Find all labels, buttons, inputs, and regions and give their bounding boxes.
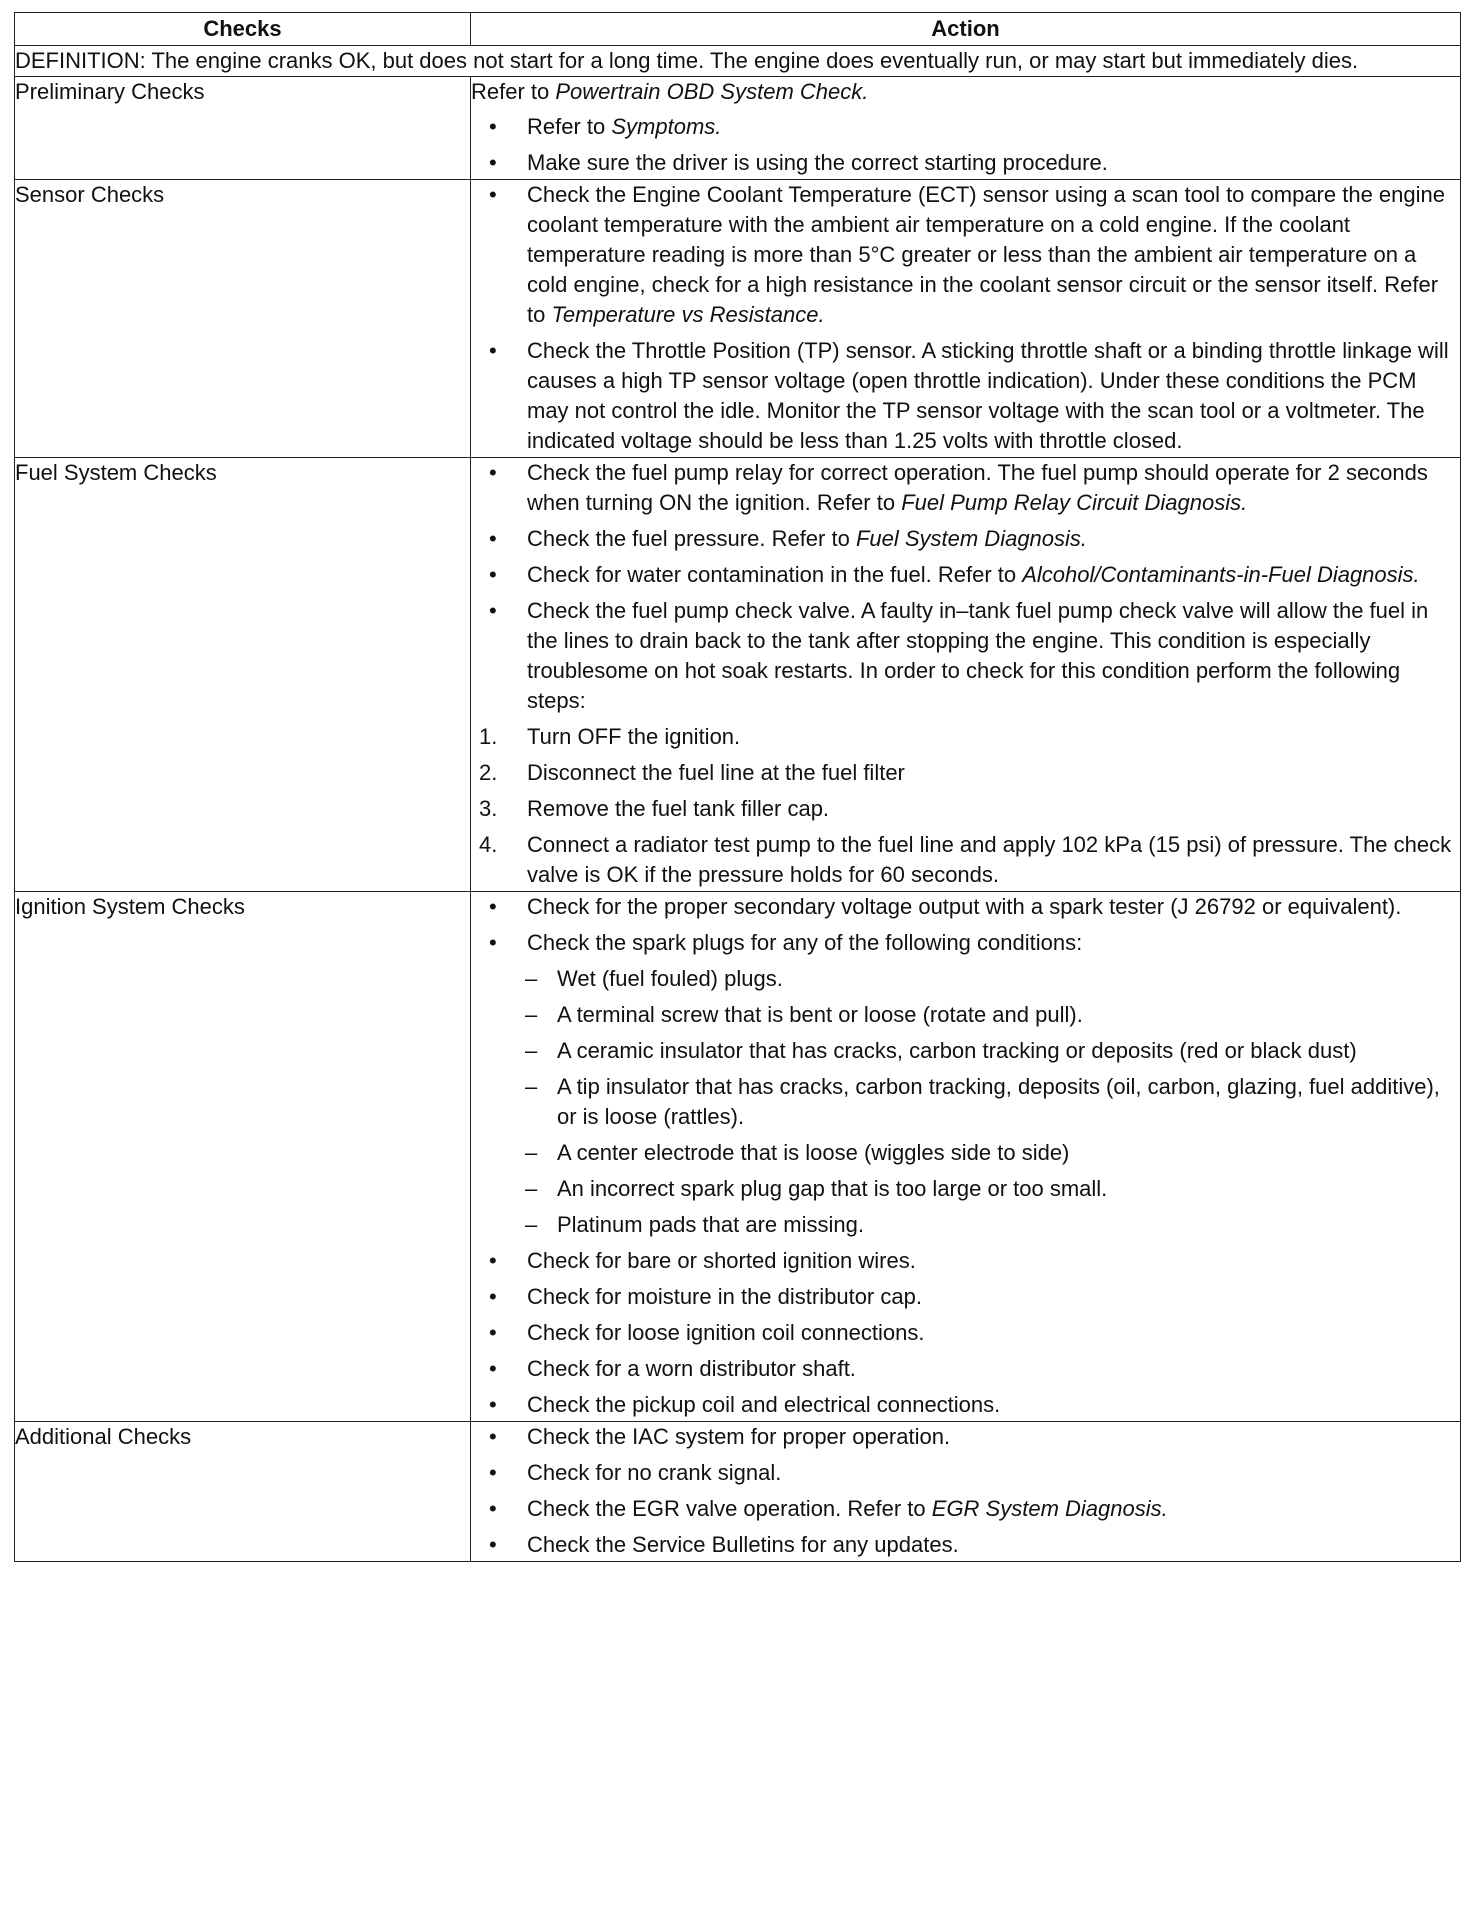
action-item-text: A ceramic insulator that has cracks, carbon tracking or deposits (red or black dust) xyxy=(557,1038,1357,1063)
step-number: 2. xyxy=(479,760,498,785)
action-item-text: A terminal screw that is bent or loose (rotate and pull). xyxy=(557,1002,1083,1027)
action-item xyxy=(471,148,1460,178)
bullet-marker: • xyxy=(489,1356,497,1381)
check-category: Ignition System Checks xyxy=(15,892,471,1422)
action-item-text: Check for bare or shorted ignition wires. xyxy=(527,1248,916,1273)
action-item xyxy=(471,830,1460,890)
bullet-marker: • xyxy=(489,562,497,587)
checks-column-header: Checks xyxy=(15,13,471,46)
reference-link: Symptoms. xyxy=(611,114,722,139)
action-item xyxy=(471,1282,1460,1312)
action-item xyxy=(471,1458,1460,1488)
bullet-marker: • xyxy=(489,338,497,363)
action-item-text: Check for the proper secondary voltage output with a spark tester (J 26792 or equivalent). xyxy=(527,894,1402,919)
header-row xyxy=(15,13,1461,46)
action-item-text: Check for no crank signal. xyxy=(527,1460,782,1485)
bullet-marker: • xyxy=(489,460,497,485)
dash-marker: – xyxy=(525,1176,538,1201)
action-item xyxy=(471,1138,1460,1168)
action-column-header: Action xyxy=(471,13,1461,46)
check-category: Preliminary Checks xyxy=(15,77,471,180)
diagnostic-page xyxy=(14,12,1460,1562)
action-item-text: Disconnect the fuel line at the fuel filter xyxy=(527,760,905,785)
action-item xyxy=(471,112,1460,142)
action-cell xyxy=(471,180,1461,458)
action-item-text: Check the fuel pump relay for correct operation. The fuel pump should operate for 2 seconds when turning ON the ignition. Refer to xyxy=(527,460,1428,515)
reference-link: Temperature vs Resistance. xyxy=(551,302,825,327)
action-item-text: Refer to xyxy=(527,114,612,139)
table-row xyxy=(15,458,1461,892)
check-category: Sensor Checks xyxy=(15,180,471,458)
action-cell xyxy=(471,1422,1461,1562)
action-item-text: Check the Service Bulletins for any updates. xyxy=(527,1532,959,1557)
action-item-text: Connect a radiator test pump to the fuel line and apply 102 kPa (15 psi) of pressure. The check valve is OK if the pressure holds for 60 seconds. xyxy=(527,832,1452,887)
action-cell xyxy=(471,77,1461,180)
bullet-marker: • xyxy=(489,1424,497,1449)
table-row xyxy=(15,77,1461,180)
action-item xyxy=(471,964,1460,994)
action-item-text: Check the Engine Coolant Temperature (ECT) sensor using a scan tool to compare the engine coolant temperature with the ambient air temperature on a cold engine. If the coolant temperature reading is more than 5°C greater or less than the ambient air temperature on a cold engine, check for a high resistance in the coolant sensor circuit or the sensor itself. Refer to xyxy=(527,182,1445,327)
action-list xyxy=(471,458,1460,890)
action-item xyxy=(471,1494,1460,1524)
action-list xyxy=(471,112,1460,178)
action-item-text: Check for moisture in the distributor cap. xyxy=(527,1284,922,1309)
action-item xyxy=(471,1036,1460,1066)
action-item-text: Turn OFF the ignition. xyxy=(527,724,741,749)
bullet-marker: • xyxy=(489,894,497,919)
table-row xyxy=(15,1422,1461,1562)
bullet-marker: • xyxy=(489,1248,497,1273)
check-category: Additional Checks xyxy=(15,1422,471,1562)
bullet-marker: • xyxy=(489,598,497,623)
reference-link: Alcohol/Contaminants-in-Fuel Diagnosis. xyxy=(1022,562,1420,587)
diagnostic-table xyxy=(14,12,1461,1562)
action-item xyxy=(471,722,1460,752)
action-item xyxy=(471,928,1460,958)
action-item-text: Remove the fuel tank filler cap. xyxy=(527,796,830,821)
action-item xyxy=(471,758,1460,788)
bullet-marker: • xyxy=(489,114,497,139)
table-row xyxy=(15,180,1461,458)
bullet-marker: • xyxy=(489,182,497,207)
action-cell xyxy=(471,458,1461,892)
action-item xyxy=(471,1390,1460,1420)
action-item-text: Check the pickup coil and electrical connections. xyxy=(527,1392,1001,1417)
action-list xyxy=(471,892,1460,1420)
action-item xyxy=(471,1210,1460,1240)
reference-link: EGR System Diagnosis. xyxy=(931,1496,1168,1521)
action-item-text: Check the IAC system for proper operation. xyxy=(527,1424,951,1449)
action-item-text: A center electrode that is loose (wiggles side to side) xyxy=(557,1140,1070,1165)
action-item xyxy=(471,1530,1460,1560)
action-cell xyxy=(471,892,1461,1422)
action-item-text: Check the spark plugs for any of the following conditions: xyxy=(527,930,1083,955)
check-category: Fuel System Checks xyxy=(15,458,471,892)
dash-marker: – xyxy=(525,1038,538,1063)
dash-marker: – xyxy=(525,1074,538,1099)
action-item xyxy=(471,1422,1460,1452)
reference-link: Fuel Pump Relay Circuit Diagnosis. xyxy=(901,490,1248,515)
action-item-text: Check the fuel pressure. Refer to xyxy=(527,526,856,551)
bullet-marker: • xyxy=(489,1392,497,1417)
bullet-marker: • xyxy=(489,1320,497,1345)
action-item-text: A tip insulator that has cracks, carbon tracking, deposits (oil, carbon, glazing, fuel additive), or is loose (rattles). xyxy=(557,1074,1440,1129)
action-item xyxy=(471,1354,1460,1384)
bullet-marker: • xyxy=(489,930,497,955)
action-item xyxy=(471,1072,1460,1132)
bullet-marker: • xyxy=(489,150,497,175)
action-item xyxy=(471,1318,1460,1348)
action-list xyxy=(471,180,1460,456)
action-item-text: Make sure the driver is using the correct starting procedure. xyxy=(527,150,1108,175)
step-number: 4. xyxy=(479,832,498,857)
definition-text: DEFINITION: The engine cranks OK, but does not start for a long time. The engine does eventually run, or may start but immediately dies. xyxy=(15,46,1461,77)
action-item-text: Check for loose ignition coil connections. xyxy=(527,1320,925,1345)
action-item xyxy=(471,1174,1460,1204)
action-list xyxy=(471,1422,1460,1560)
action-item-text: An incorrect spark plug gap that is too large or too small. xyxy=(557,1176,1108,1201)
action-item xyxy=(471,524,1460,554)
step-number: 3. xyxy=(479,796,498,821)
reference-link: Powertrain OBD System Check. xyxy=(555,79,869,104)
action-item xyxy=(471,458,1460,518)
action-item-text: Check the fuel pump check valve. A faulty in–tank fuel pump check valve will allow the fuel in the lines to drain back to the tank after stopping the engine. This condition is especially troublesome on hot soak restarts. In order to check for this condition perform the following steps: xyxy=(527,598,1429,713)
definition-row xyxy=(15,46,1461,77)
action-item-text: Check for water contamination in the fuel. Refer to xyxy=(527,562,1023,587)
action-lead xyxy=(471,77,1460,107)
action-item xyxy=(471,180,1460,330)
action-item-text: Check for a worn distributor shaft. xyxy=(527,1356,856,1381)
action-item xyxy=(471,892,1460,922)
bullet-marker: • xyxy=(489,1532,497,1557)
bullet-marker: • xyxy=(489,1496,497,1521)
action-item xyxy=(471,336,1460,456)
action-item xyxy=(471,794,1460,824)
reference-link: Fuel System Diagnosis. xyxy=(855,526,1088,551)
action-item-text: Wet (fuel fouled) plugs. xyxy=(557,966,783,991)
action-item xyxy=(471,1246,1460,1276)
action-item xyxy=(471,596,1460,716)
action-item-text: Check the Throttle Position (TP) sensor. A sticking throttle shaft or a binding throttle linkage will causes a high TP sensor voltage (open throttle indication). Under these conditions the PCM may not control the idle. Monitor the TP sensor voltage with the scan tool or a voltmeter. The indicated voltage should be less than 1.25 volts with throttle closed. xyxy=(527,338,1449,453)
action-item-text: Platinum pads that are missing. xyxy=(557,1212,864,1237)
dash-marker: – xyxy=(525,1002,538,1027)
action-lead-text: Refer to xyxy=(471,79,556,104)
bullet-marker: • xyxy=(489,1460,497,1485)
bullet-marker: • xyxy=(489,526,497,551)
action-item xyxy=(471,1000,1460,1030)
dash-marker: – xyxy=(525,1212,538,1237)
action-item xyxy=(471,560,1460,590)
action-item-text: Check the EGR valve operation. Refer to xyxy=(527,1496,932,1521)
dash-marker: – xyxy=(525,1140,538,1165)
dash-marker: – xyxy=(525,966,538,991)
table-row xyxy=(15,892,1461,1422)
step-number: 1. xyxy=(479,724,498,749)
bullet-marker: • xyxy=(489,1284,497,1309)
